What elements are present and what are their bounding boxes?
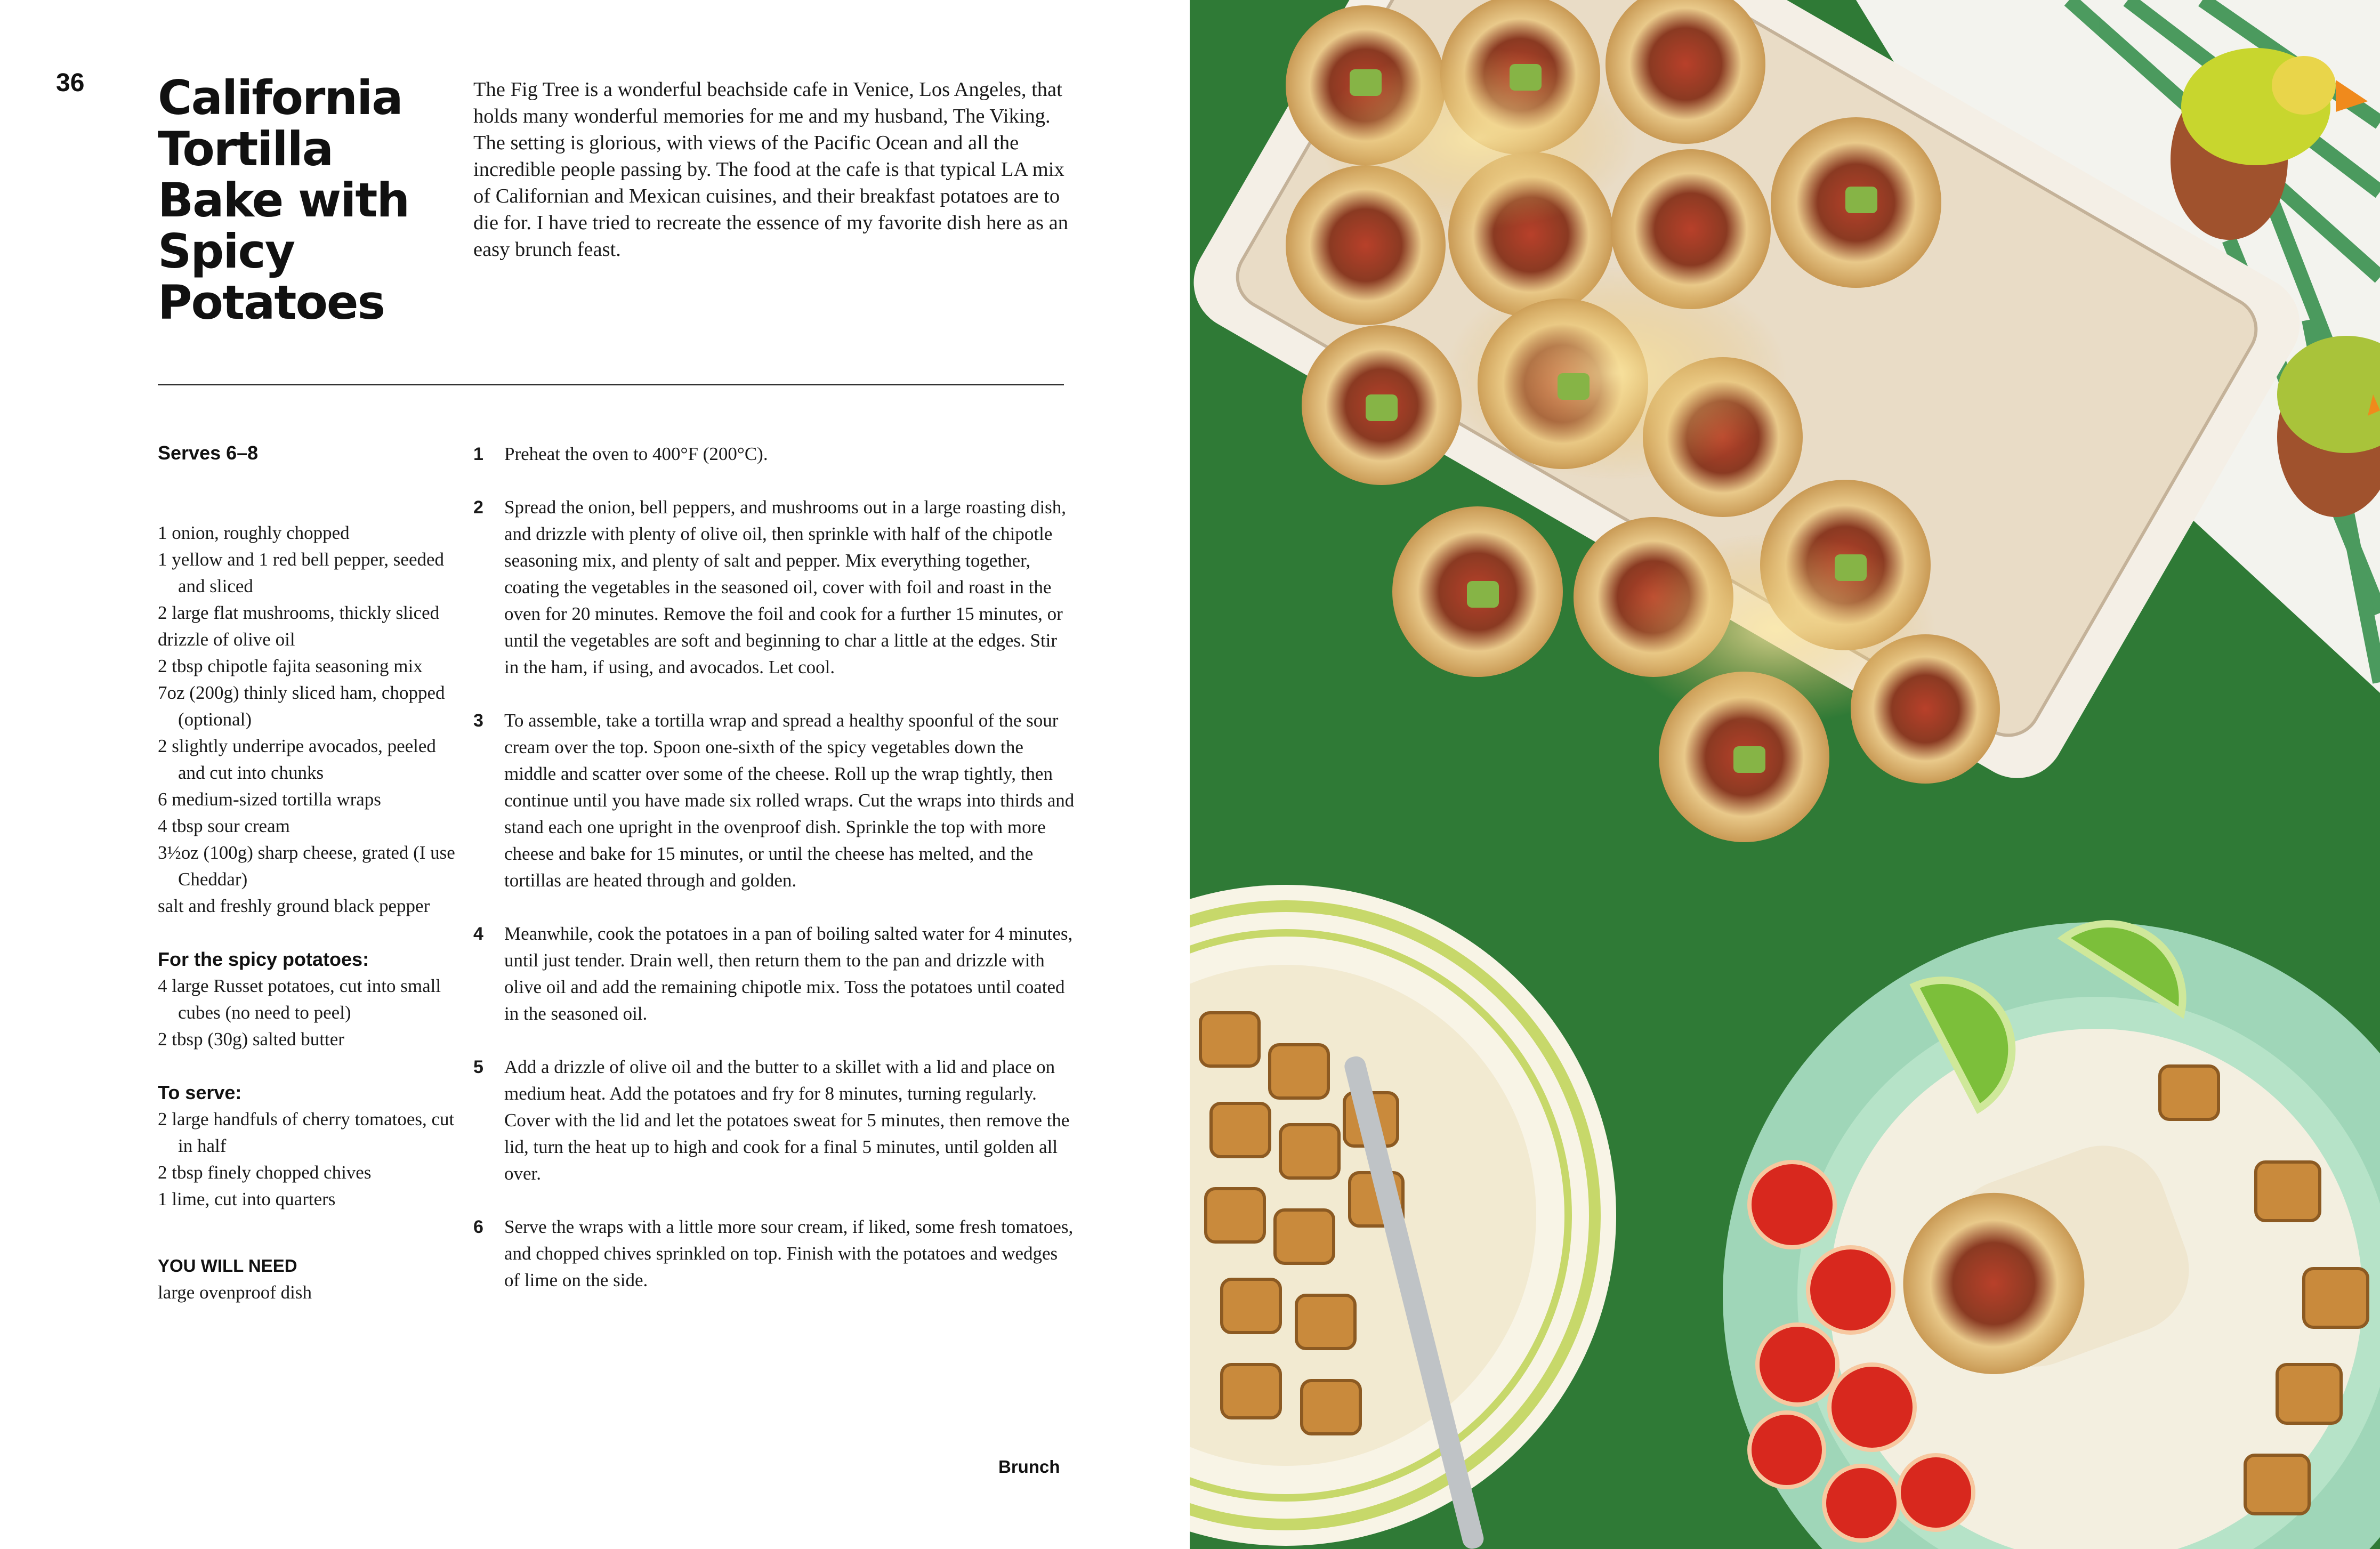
ingredient-item: 1 onion, roughly chopped	[158, 522, 350, 543]
page-number: 36	[56, 69, 85, 97]
ingredient-item: 4 large Russet potatoes, cut into small cubes (no need to peel)	[158, 975, 441, 1023]
ingredients-column	[158, 440, 456, 1306]
divider-rule	[158, 384, 1064, 385]
spicy-potatoes-heading: For the spicy potatoes:	[158, 948, 369, 970]
food-photo-illustration	[1190, 0, 2380, 1549]
equipment-heading: YOU WILL NEED	[158, 1256, 297, 1276]
method-step	[473, 1214, 1076, 1294]
ingredients-list	[158, 520, 456, 919]
ingredient-item: 2 tbsp finely chopped chives	[158, 1162, 372, 1183]
section-label: Brunch	[998, 1457, 1060, 1477]
method-step	[473, 921, 1076, 1027]
ingredient-item: 3½oz (100g) sharp cheese, grated (I use Cheddar)	[158, 842, 455, 890]
method-step	[473, 494, 1076, 681]
ingredient-item: 2 slightly underripe avocados, peeled and cut into chunks	[158, 736, 436, 783]
step-text: To assemble, take a tortilla wrap and spread a healthy spoonful of the sour cream over the top. Spoon one-sixth of the spicy vegetables down the middle and scatter over some of the cheese. Roll up the wrap tightly, then continue until you have made six rolled wraps. Cut the wraps into thirds and stand each one upright in the ovenproof dish. Sprinkle the top with more cheese and bake for 15 minutes, or until the cheese has melted, and the tortillas are heated through and golden.	[504, 710, 1075, 891]
step-text: Serve the wraps with a little more sour cream, if liked, some fresh tomatoes, and chopped chives sprinkled on top. Finish with the potatoes and wedges of lime on the side.	[504, 1216, 1074, 1290]
to-serve-heading: To serve:	[158, 1082, 242, 1103]
method-step	[473, 1054, 1076, 1187]
ingredient-item: 2 tbsp chipotle fajita seasoning mix	[158, 656, 423, 676]
ingredient-item: 6 medium-sized tortilla wraps	[158, 789, 381, 810]
serves-heading: Serves 6–8	[158, 442, 259, 464]
step-text: Meanwhile, cook the potatoes in a pan of boiling salted water for 4 minutes, until just tender. Drain well, then return them to the pan and drizzle with olive oil and add the remaining chipotle mix. Toss the potatoes until coated in the seasoned oil.	[504, 923, 1073, 1024]
step-number: 3	[473, 711, 483, 731]
step-text: Preheat the oven to 400°F (200°C).	[504, 443, 768, 464]
ingredient-item: 2 large flat mushrooms, thickly sliced	[158, 602, 440, 623]
ingredient-item: 2 large handfuls of cherry tomatoes, cut in half	[158, 1109, 455, 1156]
step-text: Add a drizzle of olive oil and the butter to a skillet with a lid and place on medium heat. Add the potatoes and fry for 8 minutes, turning regularly. Cover with the lid and let the potatoes sweat for 5 minutes, then remove the lid, turn the heat up to high and cook for a final 5 minutes, until golden all over.	[504, 1056, 1070, 1184]
step-number: 4	[473, 924, 483, 944]
recipe-title: California Tortilla Bake with Spicy Potatoes	[158, 70, 409, 330]
ingredient-item: drizzle of olive oil	[158, 629, 295, 650]
ingredient-item: salt and freshly ground black pepper	[158, 895, 430, 916]
equipment-item: large ovenproof dish	[158, 1282, 312, 1303]
step-text: Spread the onion, bell peppers, and mushrooms out in a large roasting dish, and drizzle with plenty of olive oil, then sprinkle with half of the chipotle seasoning mix, and plenty of salt and pepper. Mix everything together, coating the vegetables in the seasoned oil, cover with foil and roast in the oven for 20 minutes. Remove the foil and cook for a further 15 minutes, or until the vegetables are soft and beginning to char a little at the edges. Stir in the ham, if using, and avocados. Let cool.	[504, 497, 1067, 677]
ingredient-item: 1 lime, cut into quarters	[158, 1189, 336, 1209]
step-number: 5	[473, 1057, 483, 1077]
ingredient-item: 7oz (200g) thinly sliced ham, chopped (optional)	[158, 682, 445, 730]
ingredient-item: 2 tbsp (30g) salted butter	[158, 1029, 344, 1050]
method-step	[473, 707, 1076, 894]
step-number: 6	[473, 1217, 483, 1237]
food-photo	[1190, 0, 2380, 1549]
ingredient-item: 4 tbsp sour cream	[158, 816, 290, 836]
method-steps	[473, 441, 1076, 1320]
recipe-intro: The Fig Tree is a wonderful beachside cafe in Venice, Los Angeles, that holds many wonderful memories for me and my husband, The Viking. The setting is glorious, with views of the Pacific Ocean and all the incredible people passing by. The food at the cafe is that typical LA mix of Californian and Mexican cuisines, and their breakfast potatoes are to die for. I have tried to recreate the essence of my favorite dish here as an easy brunch feast.	[473, 78, 1068, 261]
step-number: 1	[473, 444, 483, 464]
step-number: 2	[473, 497, 483, 518]
method-step	[473, 441, 1076, 467]
ingredient-item: 1 yellow and 1 red bell pepper, seeded and sliced	[158, 549, 445, 596]
